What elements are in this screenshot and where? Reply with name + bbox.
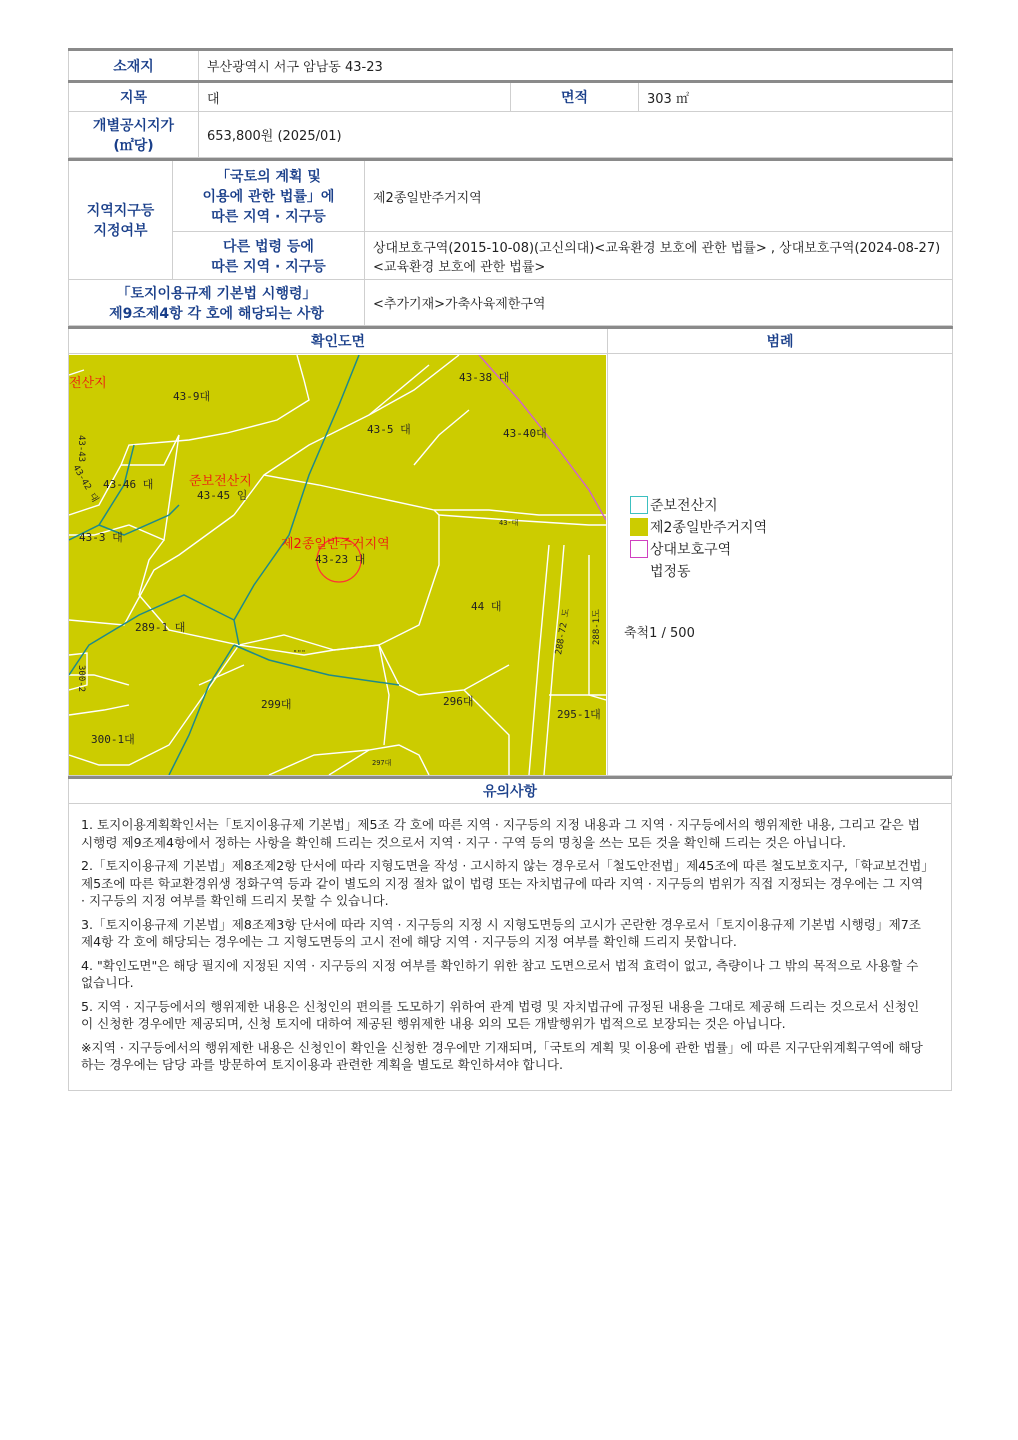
legend-label-junbo: 준보전산지 (650, 498, 718, 514)
map-label-296: 296대 (443, 694, 474, 708)
map-label-43-40: 43-40대 (503, 426, 547, 440)
jimok-value: 대 (199, 82, 511, 112)
map-label-288-72: 288-72 도 (554, 607, 573, 656)
law2-label-line1: 다른 법령 등에 (223, 238, 314, 255)
map-label-junbo: 준보전산지 (189, 473, 252, 489)
map-label-small-bottom: 297대 (372, 758, 392, 767)
price-label-line2: (㎡당) (113, 137, 154, 154)
map-label-43-3: 43-3 대 (79, 530, 123, 544)
zoning-group-line1: 지역지구등 (86, 203, 155, 219)
note-1: 1. 토지이용계획확인서는「토지이용규제 기본법」제5조 각 호에 따른 지역 · 지구등의 지정 내용과 그 지역 · 지구등에서의 행위제한 내용, 그리고 같은 법 시행령 제9조제4항에서 정하는 사항을 확인해 드리는 것으로서 지역 · 지구 · 구역 등의 명칭을 쓰는 모든 것을 확인해 드리는 것은 아닙니다. (81, 817, 920, 850)
area-label: 면적 (511, 82, 639, 112)
map-label-295-1: 295-1대 (557, 707, 601, 721)
legend-item-beopjeongdong (630, 560, 767, 582)
map-label-43-5: 43-5 대 (367, 422, 411, 436)
map-label-43-small: 43-대 (499, 518, 519, 527)
area-value: 303 ㎡ (639, 82, 953, 112)
note-6: ※지역 · 지구등에서의 행위제한 내용은 신청인이 확인을 신청한 경우에만 기재되며,「국토의 계획 및 이용에 관한 법률」에 따른 지구단위계획구역에 해당하는 경우에는 담당 과를 방문하여 토지이용과 관련한 계획을 별도로 확인하셔야 합니다. (81, 1039, 923, 1072)
legend-header: 범례 (608, 328, 953, 354)
location-label: 소재지 (69, 50, 199, 82)
map-label-289-1: 289-1 대 (135, 620, 186, 634)
article9-value: <추가기재>가축사육제한구역 (365, 280, 953, 326)
note-4: 4. "확인도면"은 해당 필지에 지정된 지역 · 지구등의 지정 여부를 확인하기 위한 참고 도면으로서 법적 효력이 없고, 측량이나 그 밖의 목적으로 사용할 수 없습니다. (81, 957, 919, 990)
legend-label-beopjeongdong: 법정동 (650, 564, 691, 580)
map-scale: 축척1 / 500 (624, 626, 695, 641)
note-3: 3.「토지이용규제 기본법」제8조제3항 단서에 따라 지역 · 지구등의 지정 시 지형도면등의 고시가 곤란한 경우로서「토지이용규제 기본법 시행령」제7조제4항 각 호에 해당되는 경우에는 그 지형도면등의 고시 전에 해당 지역 · 지구등의 지정 여부를 확인해 드리지 못합니다. (81, 916, 921, 949)
map-label-jeonsanji: 전산지 (69, 375, 107, 391)
map-header: 확인도면 (69, 328, 608, 354)
map-label-43-38: 43-38 대 (459, 370, 510, 384)
location-value: 부산광역시 서구 암남동 43-23 (199, 50, 953, 82)
map-label-43-45: 43-45 임 (197, 488, 248, 502)
law2-label (173, 232, 365, 280)
law1-label-line1: 「국토의 계획 및 (216, 169, 321, 185)
map-label-left-mid: 43-42 대 (70, 463, 100, 504)
note-2: 2.「토지이용규제 기본법」제8조제2항 단서에 따라 지형도면을 작성 · 고시하지 않는 경우로서「철도안전법」제45조에 따른 철도보호지구,「학교보건법」제5조에 따른 학교환경위생 정화구역 등과 같이 별도의 지정 절차 없이 법령 또는 자치법규에 따라 지역 · 지구등의 범위가 직접 지정되는 경우에는 그 지역 · 지구등의 지정 여부를 확인해 드리지 못할 수 있습니다. (81, 858, 928, 908)
article9-label-line2: 제9조제4항 각 호에 해당되는 사항 (109, 305, 324, 322)
law2-value: 상대보호구역(2015-10-08)(고신의대)<교육환경 보호에 관한 법률> , 상대보호구역(2024-08-27)<교육환경 보호에 관한 법률> (365, 232, 953, 280)
notes-table (68, 776, 952, 1091)
article9-label-line1: 「토지이용규제 기본법 시행령」 (116, 285, 317, 302)
map-table (68, 326, 953, 776)
map-label-299: 299대 (261, 697, 292, 711)
jimok-label: 지목 (69, 82, 199, 112)
legend-item-protection (630, 538, 767, 560)
map-label-tiny-mid: """ (293, 648, 306, 657)
article9-label (69, 280, 365, 326)
map-label-43-46: 43-46 대 (103, 477, 154, 491)
legend-swatch-protection (630, 540, 648, 558)
note-5: 5. 지역 · 지구등에서의 행위제한 내용은 신청인의 편의를 도모하기 위하여 관계 법령 및 자치법규에 규정된 내용을 그대로 제공해 드리는 것으로서 신청인이 신청한 경우에만 제공되며, 신청 토지에 대하여 제공된 행위제한 내용 외의 모든 개발행위가 법적으로 보장되는 것은 아닙니다. (81, 998, 920, 1031)
map-label-44: 44 대 (471, 599, 502, 613)
zoning-group-label (69, 160, 173, 280)
zoning-table (68, 158, 953, 326)
legend-label-protection: 상대보호구역 (650, 542, 732, 558)
legend-swatch-beopjeongdong (630, 562, 648, 580)
law2-label-line2: 따른 지역 · 지구등 (211, 258, 326, 275)
map-label-300-1: 300-1대 (91, 732, 135, 746)
map-label-left-low: 300-2 (76, 664, 86, 692)
price-label (69, 112, 199, 158)
price-value: 653,800원 (2025/01) (199, 112, 953, 158)
law1-label (173, 160, 365, 232)
notes-header: 유의사항 (69, 778, 952, 804)
price-label-line1: 개별공시지가 (92, 117, 175, 134)
zoning-group-line2: 지정여부 (93, 223, 148, 239)
legend-swatch-junbo (630, 496, 648, 514)
map-label-43-23: 43-23 대 (315, 552, 366, 566)
parcel-map-svg (69, 355, 606, 775)
law1-label-line3: 따른 지역 · 지구등 (211, 209, 326, 225)
map-label-zone: 제2종일반주거지역 (281, 536, 390, 552)
land-use-certificate (68, 48, 952, 1091)
map-label-left-top: 43-43 (76, 434, 86, 462)
legend-item-residential (630, 516, 767, 538)
notes-body (69, 804, 952, 1091)
parcel-map (69, 355, 606, 775)
legend-item-junbo (630, 494, 767, 516)
parcel-info-table (68, 48, 953, 158)
map-label-288-1: 288-1도 (592, 608, 602, 645)
legend-label-residential: 제2종일반주거지역 (650, 520, 768, 536)
map-label-43-9: 43-9대 (173, 389, 211, 403)
legend-swatch-residential (630, 518, 648, 536)
legend-cell (608, 354, 953, 776)
legend (630, 494, 767, 582)
law1-value: 제2종일반주거지역 (365, 160, 953, 232)
law1-label-line2: 이용에 관한 법률」에 (202, 189, 335, 205)
